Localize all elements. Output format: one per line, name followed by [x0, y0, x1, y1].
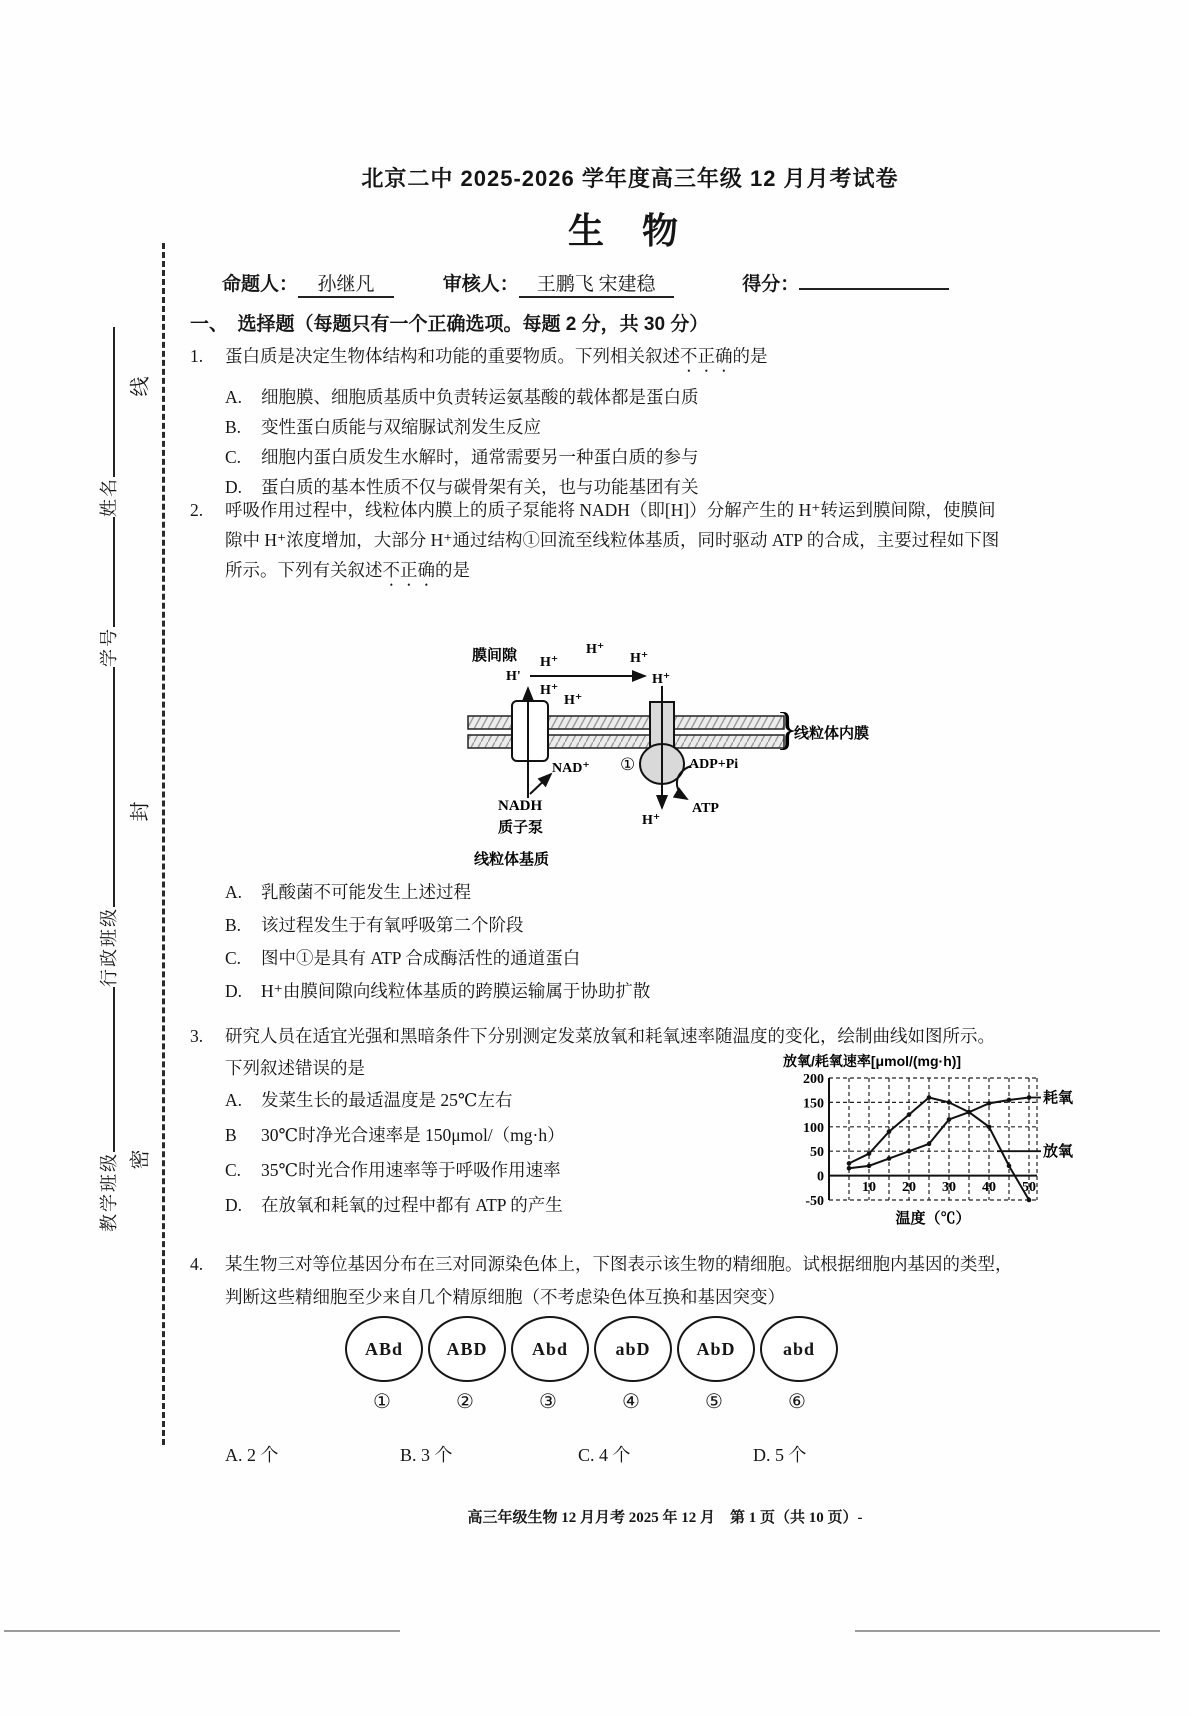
svg-text:0: 0	[817, 1169, 824, 1185]
question-4-options	[190, 1441, 1090, 1471]
bottom-rule-right	[855, 1630, 1160, 1632]
inner-membrane-label: 线粒体内膜	[794, 725, 870, 742]
exam-info-row	[222, 268, 949, 298]
field-admin-class-label: 行政班级	[98, 907, 119, 987]
adp-pi-label: ADP+Pi	[689, 757, 739, 772]
q1-option-d: D. 蛋白质的基本性质不仅与碳骨架有关，也与功能基团有关	[225, 477, 699, 497]
h-plus-label: H⁺	[564, 693, 583, 708]
h-plus-label: H⁺	[586, 642, 605, 657]
student-id-blank	[94, 517, 115, 627]
structure-1-label: ①	[620, 755, 636, 774]
q3-number: 3.	[190, 1026, 204, 1046]
sperm-cell-2: ABD ②	[428, 1316, 502, 1414]
matrix-label: 线粒体基质	[474, 851, 550, 868]
cell-number-2: ②	[456, 1391, 474, 1413]
section-1-title: 一、 选择题（每题只有一个正确选项。每题 2 分，共 30 分）	[190, 314, 709, 335]
q2-option-b: B. 该过程发生于有氧呼吸第二个阶段	[225, 915, 524, 935]
field-name-label: 姓名	[98, 477, 119, 517]
cell-number-4: ④	[622, 1391, 640, 1413]
q1-number: 1.	[190, 346, 204, 366]
reviewer-names: 王鹏飞 宋建稳	[519, 269, 674, 298]
svg-text:200: 200	[803, 1072, 824, 1087]
q3-option-a: A. 发菜生长的最适温度是 25℃左右	[225, 1090, 513, 1110]
score-label: 得分：	[742, 273, 800, 295]
svg-text:放氧/耗氧速率[μmol/(mg·h)]: 放氧/耗氧速率[μmol/(mg·h)]	[783, 1053, 962, 1069]
teaching-class-blank	[94, 987, 115, 1152]
score-blank	[799, 268, 949, 290]
question-2-options	[225, 876, 1085, 1008]
q1-option-c: C. 细胞内蛋白质发生水解时，通常需要另一种蛋白质的参与	[225, 447, 699, 467]
question-2-stem: 2. 呼吸作用过程中，线粒体内膜上的质子泵能将 NADH（即[H]）分解产生的 H⁺转运到膜间隙，使膜间 隙中 H⁺浓度增加，大部分 H⁺通过结构①回流至线粒体基质，同时驱动 ATP 的合成，主要过程如下图 所示。下列有关叙述不正确的是	[190, 495, 1095, 590]
q1-option-b: B. 变性蛋白质能与双缩脲试剂发生反应	[225, 417, 541, 437]
cell-number-5: ⑤	[705, 1391, 723, 1413]
field-teaching-class-label: 教学班级	[98, 1152, 119, 1232]
h-plus-label: H⁺	[540, 655, 559, 670]
svg-text:30: 30	[942, 1180, 956, 1195]
q1-stem: 1. 蛋白质是决定生物体结构和功能的重要物质。下列相关叙述不正确的是	[190, 341, 1090, 376]
h-prime-label: H'	[506, 669, 521, 684]
q3-chart-svg	[745, 1050, 1085, 1230]
svg-text:20: 20	[902, 1180, 916, 1195]
seal-char-feng: 封	[129, 801, 152, 822]
nadh-label: NADH	[498, 798, 543, 814]
q2-number: 2.	[190, 500, 204, 520]
exam-title: 北京二中 2025-2026 学年度高三年级 12 月月考试卷	[361, 166, 899, 191]
sperm-cell-6: abd ⑥	[760, 1316, 834, 1414]
question-4-stem: 4. 某生物三对等位基因分布在三对同源染色体上，下图表示该生物的精细胞。试根据细胞内基因的类型， 判断这些精细胞至少来自几个精原细胞（不考虑染色体互换和基因突变）	[190, 1248, 1095, 1314]
svg-text:-50: -50	[805, 1194, 824, 1209]
q3-option-b: B 30℃时净光合速率是 150μmol/（mg·h）	[225, 1125, 565, 1145]
proton-pump-label: 质子泵	[498, 819, 544, 836]
seal-student-fields	[94, 292, 120, 1232]
admin-class-blank	[94, 667, 115, 907]
bottom-rule-left	[4, 1630, 400, 1632]
proposer-name: 孙继凡	[298, 269, 394, 298]
seal-dashed-line	[162, 243, 165, 1445]
name-blank	[94, 327, 115, 477]
svg-text:10: 10	[862, 1180, 876, 1195]
q2-mitochondria-diagram	[460, 638, 890, 875]
q3-option-d: D. 在放氧和耗氧的过程中都有 ATP 的产生	[225, 1195, 563, 1215]
q2-option-a: A. 乳酸菌不可能发生上述过程	[225, 882, 471, 902]
q4-option-a: A. 2 个	[225, 1445, 279, 1465]
sperm-cell-4: abD ④	[594, 1316, 668, 1414]
svg-text:耗氧: 耗氧	[1043, 1089, 1074, 1107]
seal-char-mi: 密	[129, 1149, 152, 1170]
q4-option-b: B. 3 个	[400, 1445, 453, 1465]
svg-text:150: 150	[803, 1096, 824, 1112]
seal-char-xian: 线	[129, 376, 152, 397]
atp-label: ATP	[692, 801, 719, 816]
svg-text:放氧: 放氧	[1043, 1143, 1074, 1161]
page-footer: 高三年级生物 12 月月考 2025 年 12 月 第 1 页（共 10 页）-	[467, 1510, 863, 1526]
q4-sperm-cells	[345, 1316, 834, 1414]
cell-number-1: ①	[373, 1391, 391, 1413]
question-1	[190, 341, 1090, 502]
q1-option-a: A. 细胞膜、细胞质基质中负责转运氨基酸的载体都是蛋白质	[225, 387, 699, 407]
cell-number-6: ⑥	[788, 1391, 806, 1413]
svg-text:温度（℃）: 温度（℃）	[895, 1210, 971, 1227]
question-3-stem: 3. 研究人员在适宜光强和黑暗条件下分别测定发菜放氧和耗氧速率随温度的变化，绘制曲线如图所示。 下列叙述错误的是	[190, 1020, 1095, 1084]
svg-text:100: 100	[803, 1120, 824, 1136]
sperm-cell-3: Abd ③	[511, 1316, 585, 1414]
question-3-options	[225, 1083, 745, 1223]
h-plus-label: H⁺	[540, 683, 559, 698]
proton-pump-channel	[512, 701, 548, 761]
sperm-cell-5: AbD ⑤	[677, 1316, 751, 1414]
sperm-cell-1: ABd ①	[345, 1316, 419, 1414]
nadh-to-nad-arrow	[530, 774, 551, 794]
q4-option-d: D. 5 个	[753, 1445, 807, 1465]
field-student-id-label: 学号	[98, 627, 119, 667]
subject-title: 生 物	[567, 210, 692, 251]
q3-option-c: C. 35℃时光合作用速率等于呼吸作用速率	[225, 1160, 561, 1180]
q2-option-d: D. H⁺由膜间隙向线粒体基质的跨膜运输属于协助扩散	[225, 981, 651, 1001]
cell-number-3: ③	[539, 1391, 557, 1413]
membrane-space-label: 膜间隙	[472, 647, 518, 664]
q4-option-c: C. 4 个	[578, 1445, 631, 1465]
membrane-brace: }	[776, 703, 799, 754]
svg-text:50: 50	[1022, 1180, 1036, 1195]
svg-text:40: 40	[982, 1180, 996, 1195]
proposer-label: 命题人：	[222, 273, 299, 295]
nad-label: NAD⁺	[552, 761, 590, 776]
svg-text:50: 50	[810, 1145, 824, 1161]
h-plus-label: H⁺	[630, 651, 649, 666]
q2-option-c: C. 图中①是具有 ATP 合成酶活性的通道蛋白	[225, 948, 581, 968]
q4-number: 4.	[190, 1254, 204, 1274]
h-plus-label: H⁺	[642, 813, 661, 828]
h-plus-label: H⁺	[652, 672, 671, 687]
reviewer-label: 审核人：	[442, 273, 519, 295]
header	[190, 162, 1070, 254]
